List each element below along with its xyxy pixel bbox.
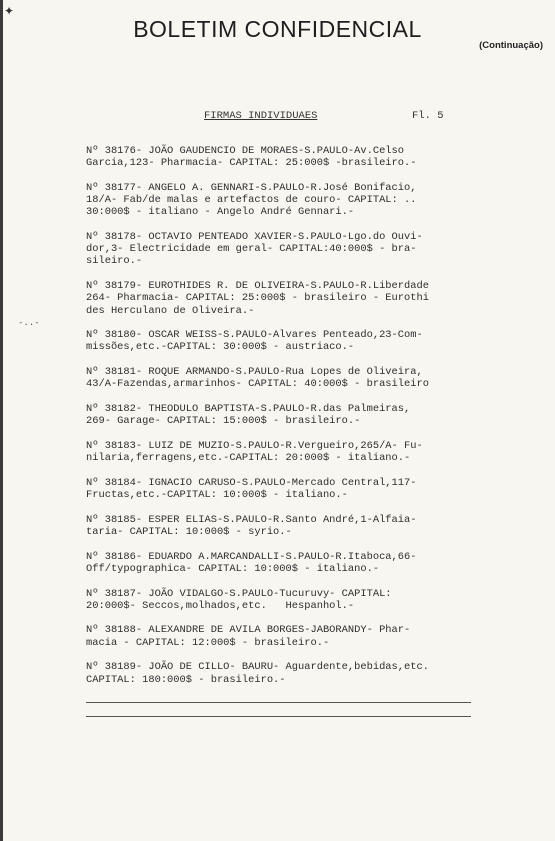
entry-line: nilaria,ferragens,etc.-CAPITAL: 20:000$ - italiano.- [86, 452, 411, 465]
entry-line: des Herculano de Oliveira.- [86, 304, 255, 317]
folio-number: Fl. 5 [412, 110, 444, 122]
entry-line: Nº 38187- JOÃO VIDALGO-S.PAULO-Tucuruvy- CAPITAL: [86, 587, 392, 600]
entry-line: Nº 38176- JOÃO GAUDENCIO DE MORAES-S.PAULO-Av.Celso [86, 145, 405, 157]
entry-line: dor,3- Electricidade em geral- CAPITAL:40:000$ - bra- [86, 243, 417, 256]
continuation-label: (Continuação) [479, 40, 543, 51]
list-item [86, 182, 481, 219]
entry-line: 264- Pharmacia- CAPITAL: 25:000$ - brasileiro - Eurothi [86, 292, 429, 305]
entry-line: 43/A-Fazendas,armarinhos- CAPITAL: 40:000$ - brasileiro [86, 378, 429, 391]
ink-smudge-icon: ✦ [4, 4, 15, 18]
document-title: BOLETIM CONFIDENCIAL [133, 16, 422, 42]
entry-line: Garcia,123- Pharmacia- CAPITAL: 25:000$ -brasileiro.- [86, 157, 417, 170]
entry-line: Nº 38179- EUROTHIDES R. DE OLIVEIRA-S.PAULO-R.Liberdade [86, 280, 429, 293]
entry-line: Nº 38178- OCTAVIO PENTEADO XAVIER-S.PAULO-Lgo.do Ouvi- [86, 231, 423, 244]
entry-line: 20:000$- Seccos,molhados,etc. Hespanhol.- [86, 599, 355, 612]
list-item [86, 231, 481, 268]
list-item [86, 366, 481, 390]
entry-line: Nº 38182- THEODULO BAPTISTA-S.PAULO-R.das Palmeiras, [86, 403, 411, 416]
entry-line: Nº 38189- JOÃO DE CILLO- BAURU- Aguardente,bebidas,etc. [86, 661, 429, 674]
entry-line: 269- Garage- CAPITAL: 15:000$ - brasileiro.- [86, 415, 361, 428]
entry-line: Nº 38188- ALEXANDRE DE AVILA BORGES-JABORANDY- Phar- [86, 624, 411, 637]
list-item [86, 280, 481, 317]
entry-line: 30:000$ - italiano - Angelo André Gennari.- [86, 206, 355, 219]
entry-line: taria- CAPITAL: 10:000$ - syrio.- [86, 525, 292, 538]
entry-line: Fructas,etc.-CAPITAL: 10:000$ - italiano.- [86, 489, 348, 502]
closing-rule [86, 702, 471, 703]
list-item [86, 514, 481, 538]
list-item [86, 588, 481, 612]
entries-list [86, 145, 481, 698]
list-item [86, 329, 481, 353]
list-item [86, 551, 481, 575]
entry-line: 18/A- Fab/de malas e artefactos de couro- CAPITAL: .. [86, 194, 417, 207]
entry-line: CAPITAL: 180:000$ - brasileiro.- [86, 673, 286, 686]
entry-line: missões,etc.-CAPITAL: 30:000$ - austriaco.- [86, 341, 355, 354]
entry-line: Nº 38181- ROQUE ARMANDO-S.PAULO-Rua Lopes de Oliveira, [86, 366, 423, 379]
section-heading: FIRMAS INDIVIDUAES [204, 110, 318, 122]
entry-line: Nº 38183- LUIZ DE MUZIO-S.PAULO-R.Vergueiro,265/A- Fu- [86, 439, 423, 452]
margin-mark: -..- [18, 318, 40, 328]
list-item [86, 403, 481, 427]
binding-edge [0, 0, 3, 841]
list-item [86, 440, 481, 464]
entry-line: Off/typographica- CAPITAL: 10:000$ - italiano.- [86, 562, 380, 575]
list-item [86, 145, 481, 169]
list-item [86, 624, 481, 648]
entry-line: Nº 38185- ESPER ELIAS-S.PAULO-R.Santo André,1-Alfaia- [86, 513, 417, 526]
closing-rule [86, 716, 471, 717]
entry-line: sileiro.- [86, 255, 143, 268]
entry-line: macia - CAPITAL: 12:000$ - brasileiro.- [86, 636, 330, 649]
entry-line: Nº 38180- OSCAR WEISS-S.PAULO-Alvares Penteado,23-Com- [86, 329, 423, 342]
entry-line: Nº 38184- IGNACIO CARUSO-S.PAULO-Mercado Central,117- [86, 476, 417, 489]
entry-line: Nº 38186- EDUARDO A.MARCANDALLI-S.PAULO-R.Itaboca,66- [86, 550, 417, 563]
list-item [86, 477, 481, 501]
entry-line: Nº 38177- ANGELO A. GENNARI-S.PAULO-R.José Bonifacio, [86, 181, 417, 194]
list-item [86, 661, 481, 685]
